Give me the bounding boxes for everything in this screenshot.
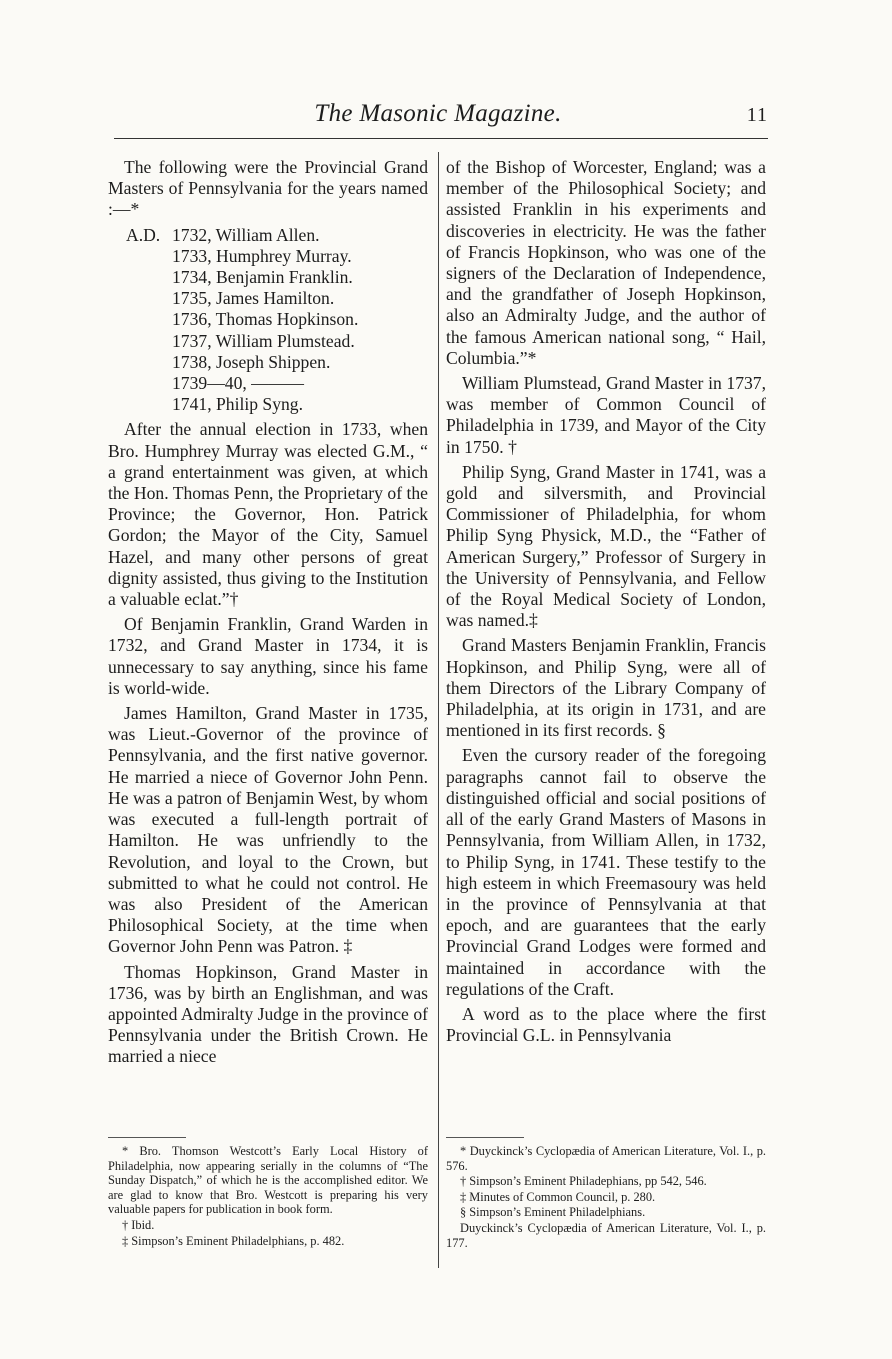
list-entry: 1734, Benjamin Franklin. <box>172 267 353 288</box>
list-entry: 1733, Humphrey Murray. <box>172 245 352 266</box>
left-footnotes <box>108 1127 428 1249</box>
list-item <box>108 225 428 246</box>
footnote: § Simpson’s Eminent Philadelphians. <box>460 1205 646 1220</box>
list-item <box>108 352 428 373</box>
list-item <box>108 309 428 330</box>
list-prefix: A.D. <box>126 224 161 245</box>
list-entry: 1741, Philip Syng. <box>172 394 303 415</box>
left-body <box>108 157 428 1072</box>
list-entry: 1739—40, ——— <box>172 373 304 394</box>
header-rule <box>114 138 768 139</box>
paragraph: Of Benjamin Franklin, Grand Warden in 1732, and Grand Master in 1734, it is unnecessary to say anything, since his fame is world-wide. <box>108 614 428 698</box>
left-column <box>108 157 428 1267</box>
list-entry: 1738, Joseph Shippen. <box>172 351 331 372</box>
footnote: ‡ Simpson’s Eminent Philadelphians, p. 482. <box>122 1233 345 1248</box>
right-column <box>446 157 766 1267</box>
magazine-title: The Masonic Magazine. <box>314 100 562 127</box>
footnote: * Bro. Thomson Westcott’s Early Local History of Philadelphia, now appearing serially in the columns of “The Sunday Dispatch,” of which he is the accomplished editor. We are glad to know that Bro. Westcott is preparing his very valuable papers for publication in book form. <box>108 1144 428 1217</box>
right-body <box>446 157 766 1050</box>
list-item <box>108 331 428 352</box>
list-entry: 1735, James Hamilton. <box>172 288 335 309</box>
list-item <box>108 373 428 394</box>
footnote: † Ibid. <box>122 1217 155 1232</box>
intro-paragraph: The following were the Provincial Grand Masters of Pennsylvania for the years named :—* <box>108 157 428 220</box>
list-item <box>108 288 428 309</box>
footnote: † Simpson’s Eminent Philadephians, pp 542, 546. <box>460 1174 707 1189</box>
list-entry: 1732, William Allen. <box>172 224 320 245</box>
paragraph: William Plumstead, Grand Master in 1737, was member of Common Council of Philadelphia in 1739, and Mayor of the City in 1750. † <box>446 373 766 457</box>
footnote: ‡ Minutes of Common Council, p. 280. <box>460 1189 656 1204</box>
paragraph: A word as to the place where the first Provincial G.L. in Pennsylvania <box>446 1003 766 1046</box>
list-item <box>108 394 428 415</box>
paragraph: of the Bishop of Worcester, England; was a member of the Philosophical Society; and assisted Franklin in his experiments and discoveries in electricity. He was the father of Francis Hopkinson, who was one of the signers of the Declaration of Independence, and the grandfather of Joseph Hopkinson, also an Admiralty Judge, and the author of the famous American national song, “ Hail, Columbia.”* <box>446 157 766 368</box>
footnote-rule <box>446 1137 524 1138</box>
paragraph: Grand Masters Benjamin Franklin, Francis Hopkinson, and Philip Syng, were all of them Directors of the Library Company of Philadelphia, at its origin in 1731, and are mentioned in its first records. § <box>446 635 766 741</box>
footnote: Duyckinck’s Cyclopædia of American Literature, Vol. I., p. 177. <box>446 1220 766 1250</box>
grand-masters-list <box>108 225 428 416</box>
footnote-rule <box>108 1137 186 1138</box>
paragraph: Thomas Hopkinson, Grand Master in 1736, was by birth an Englishman, and was appointed Admiralty Judge in the province of Pennsylvania under the British Crown. He married a niece <box>108 961 428 1067</box>
page-number: 11 <box>746 104 768 126</box>
list-item <box>108 246 428 267</box>
right-footnotes <box>446 1127 766 1251</box>
paragraph: Even the cursory reader of the foregoing paragraphs cannot fail to observe the distinguished official and social positions of all of the early Grand Masters of Masons in Pennsylvania, from William Allen, in 1732, to Philip Syng, in 1741. These testify to the high esteem in which Freemasoury was held in the province of Pennsylvania at that epoch, and are guarantees that the early Provincial Grand Lodges were formed and maintained in accordance with the regulations of the Craft. <box>446 745 766 999</box>
list-item <box>108 267 428 288</box>
paragraph: James Hamilton, Grand Master in 1735, was Lieut.-Governor of the province of Pennsylvania, and the first native governor. He married a niece of Governor John Penn. He was a patron of Benjamin West, by whom was executed a full-length portrait of Hamilton. He was unfriendly to the Revolution, and loyal to the Crown, but submitted to what he could not control. He was also President of the American Philosophical Society, at the time when Governor John Penn was Patron. ‡ <box>108 703 428 957</box>
column-rule <box>438 152 439 1268</box>
running-header <box>108 96 768 136</box>
paragraph: After the annual election in 1733, when Bro. Humphrey Murray was elected G.M., “ a grand entertainment was given, at which the Hon. Thomas Penn, the Proprietary of the Province; the Governor, Hon. Patrick Gordon; the Mayor of the City, Samuel Hazel, and many other persons of great dignity assisted, thus giving to the Institution a valuable eclat.”† <box>108 419 428 610</box>
list-entry: 1737, William Plumstead. <box>172 330 355 351</box>
paragraph: Philip Syng, Grand Master in 1741, was a gold and silversmith, and Provincial Commissioner of Philadelphia, for whom Philip Syng Physick, M.D., the “Father of American Surgery,” Professor of Surgery in the University of Pennsylvania, and Fellow of the Royal Medical Society of London, was named.‡ <box>446 461 766 631</box>
list-entry: 1736, Thomas Hopkinson. <box>172 309 359 330</box>
footnote: * Duyckinck’s Cyclopædia of American Literature, Vol. I., p. 576. <box>446 1144 766 1173</box>
